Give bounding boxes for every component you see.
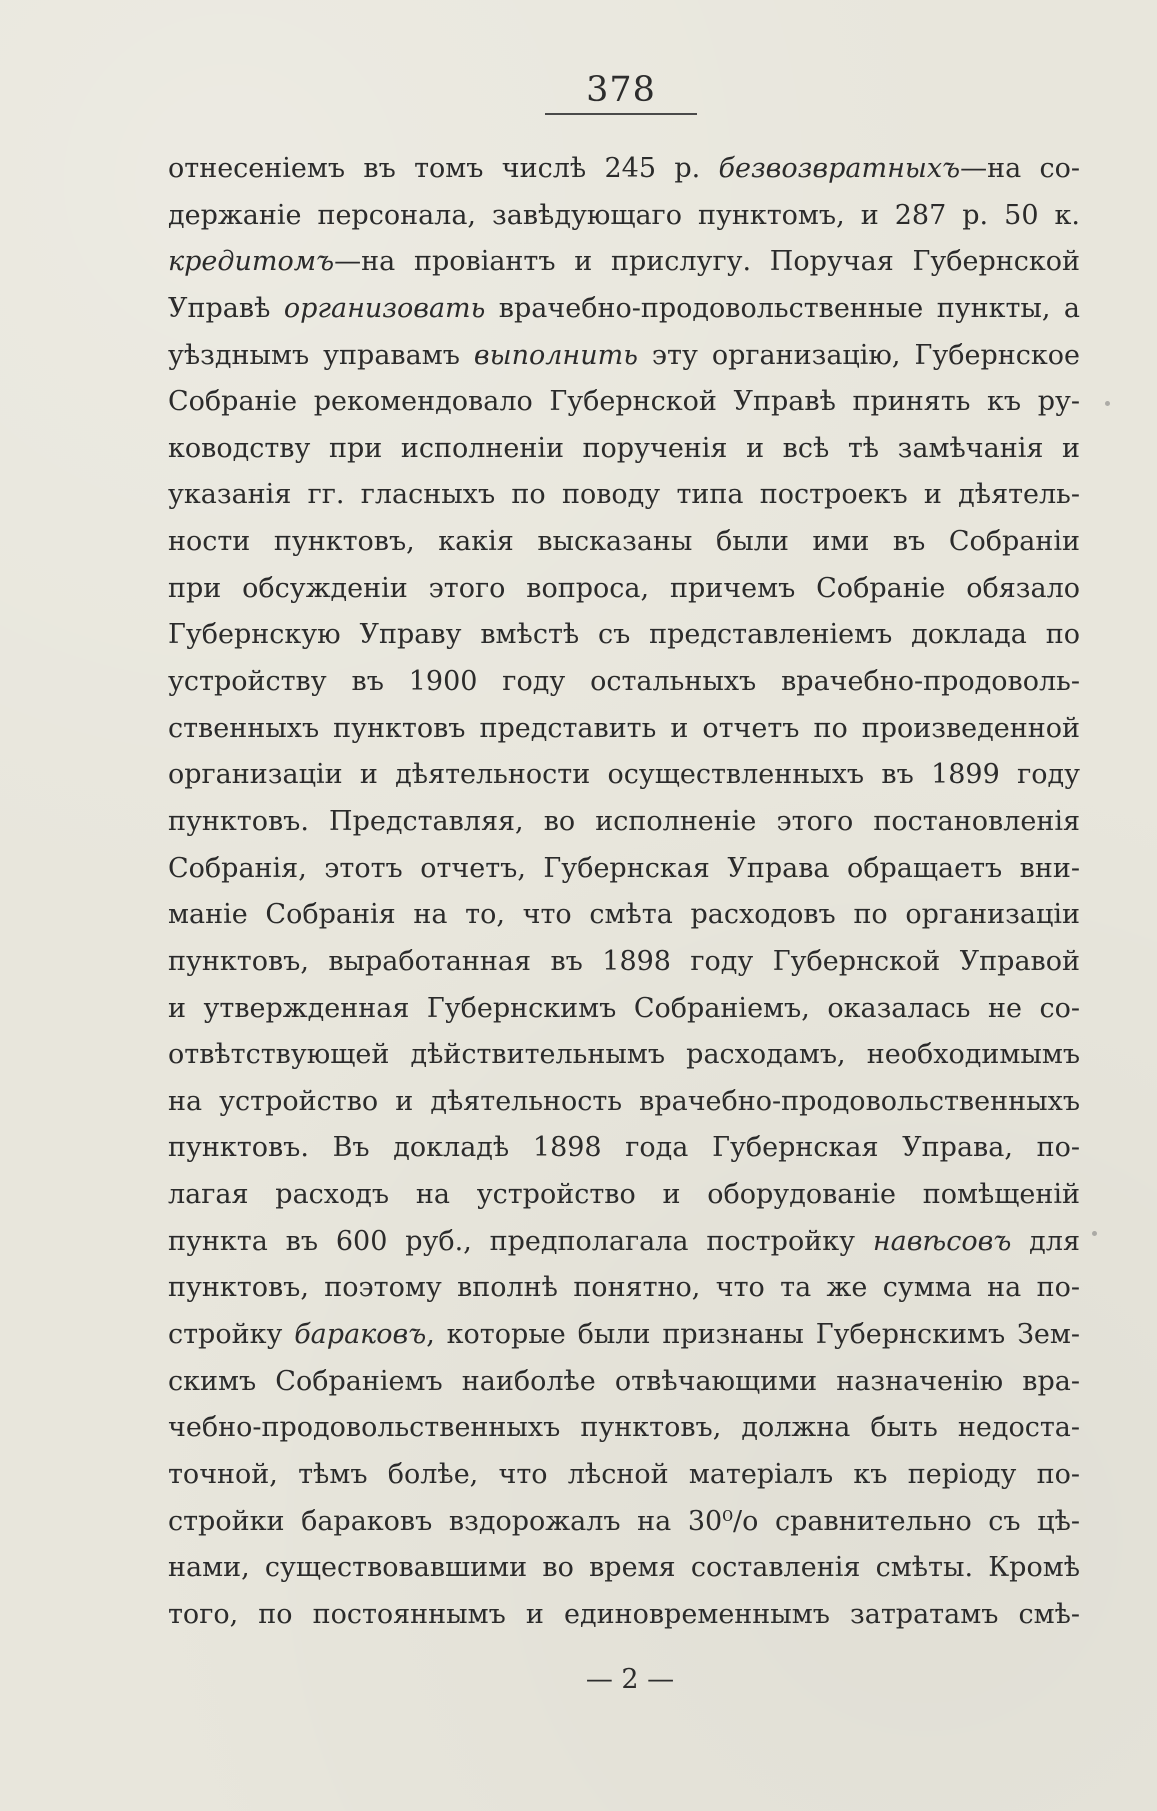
italic-text-segment: бараковъ xyxy=(294,1319,427,1351)
text-segment: пункта въ 600 руб., предполагала постройку xyxy=(168,1225,873,1257)
text-line xyxy=(168,939,1080,986)
text-segment: для xyxy=(1011,1225,1080,1257)
text-line xyxy=(168,379,1080,426)
main-text-block xyxy=(168,146,1080,1639)
text-line xyxy=(168,1172,1080,1219)
text-segment: ководству при исполненіи порученія и всѣ тѣ замѣчанія и xyxy=(168,432,1080,464)
text-line xyxy=(168,426,1080,473)
text-line xyxy=(168,146,1080,193)
text-segment: пунктовъ. Въ докладѣ 1898 года Губернская Управа, по- xyxy=(168,1132,1080,1164)
text-line xyxy=(168,566,1080,613)
text-segment: нами, существовавшими во время составленія смѣты. Кромѣ xyxy=(168,1552,1080,1584)
text-segment: держаніе персонала, завѣдующаго пунктомъ, и 287 р. 50 к. xyxy=(168,199,1080,231)
page-number: 378 xyxy=(586,70,656,110)
italic-text-segment: безвозвратныхъ xyxy=(718,153,961,184)
text-segment: пунктовъ. Представляя, во исполненіе этого постановленія xyxy=(168,805,1080,837)
text-segment: организаціи и дѣятельности осуществленныхъ въ 1899 году xyxy=(168,759,1080,791)
text-line xyxy=(168,1125,1080,1172)
text-segment: при обсужденіи этого вопроса, причемъ Собраніе обязало xyxy=(168,572,1080,604)
text-line xyxy=(168,472,1080,519)
text-segment: стройки бараковъ вздорожалъ на 30⁰/о сравнительно съ цѣ- xyxy=(168,1505,1080,1537)
text-line xyxy=(168,333,1080,380)
text-line xyxy=(168,1265,1080,1312)
text-segment: врачебно-продовольственные пункты, а xyxy=(485,292,1080,324)
text-segment: Собранія, этотъ отчетъ, Губернская Управа обращаетъ вни- xyxy=(168,852,1080,884)
text-segment: пунктовъ, поэтому вполнѣ понятно, что та же сумма на по- xyxy=(168,1272,1080,1304)
text-segment: пунктовъ, выработанная въ 1898 году Губернской Управой xyxy=(168,945,1080,977)
text-line xyxy=(168,706,1080,753)
text-line xyxy=(168,1499,1080,1546)
text-line xyxy=(168,892,1080,939)
text-line xyxy=(168,1079,1080,1126)
text-segment: , которые были признаны Губернскимъ Зем- xyxy=(426,1319,1080,1351)
text-segment: эту организацію, Губернское xyxy=(637,339,1080,371)
text-segment: маніе Собранія на то, что смѣта расходовъ по организаціи xyxy=(168,899,1080,931)
text-line xyxy=(168,1359,1080,1406)
text-line xyxy=(168,1405,1080,1452)
text-line xyxy=(168,286,1080,333)
text-segment: стройку xyxy=(168,1319,295,1351)
text-segment: лагая расходъ на устройство и оборудованіе помѣщеній xyxy=(168,1179,1080,1211)
text-line xyxy=(168,1545,1080,1592)
text-segment: —на со- xyxy=(960,153,1080,184)
print-speck xyxy=(1105,401,1110,406)
text-line xyxy=(168,612,1080,659)
text-segment: —на провіантъ и прислугу. Поручая Губернской xyxy=(334,246,1080,278)
text-segment: отнесеніемъ въ томъ числѣ 245 р. xyxy=(168,153,719,184)
text-line xyxy=(168,1312,1080,1359)
italic-text-segment: выполнить xyxy=(473,339,638,371)
text-line xyxy=(168,1032,1080,1079)
text-line xyxy=(168,519,1080,566)
text-segment: точной, тѣмъ болѣе, что лѣсной матеріалъ къ періоду по- xyxy=(168,1458,1080,1490)
text-line xyxy=(168,1592,1080,1639)
text-segment: скимъ Собраніемъ наиболѣе отвѣчающими назначенію вра- xyxy=(168,1365,1080,1397)
text-segment: уѣзднымъ управамъ xyxy=(168,339,474,371)
text-line xyxy=(168,239,1080,286)
text-segment: указанія гг. гласныхъ по поводу типа построекъ и дѣятель- xyxy=(168,479,1080,511)
text-line xyxy=(168,799,1080,846)
text-segment: отвѣтствующей дѣйствительнымъ расходамъ, необходимымъ xyxy=(168,1039,1080,1071)
italic-text-segment: кредитомъ xyxy=(168,246,335,278)
text-segment: ственныхъ пунктовъ представить и отчетъ по произведенной xyxy=(168,712,1080,744)
italic-text-segment: навѣсовъ xyxy=(872,1225,1012,1257)
text-line xyxy=(168,752,1080,799)
text-segment: чебно-продовольственныхъ пунктовъ, должна быть недоста- xyxy=(168,1412,1080,1444)
text-line xyxy=(168,986,1080,1033)
print-speck xyxy=(1092,1231,1097,1236)
text-line xyxy=(168,1452,1080,1499)
italic-text-segment: организовать xyxy=(283,292,486,324)
signature-mark: — 2 — xyxy=(585,1664,675,1695)
text-line xyxy=(168,846,1080,893)
text-segment: Управѣ xyxy=(168,292,284,324)
text-segment: и утвержденная Губернскимъ Собраніемъ, оказалась не со- xyxy=(168,992,1080,1024)
text-line xyxy=(168,193,1080,240)
page-number-rule xyxy=(545,113,697,115)
text-segment: ности пунктовъ, какія высказаны были ими въ Собраніи xyxy=(168,526,1080,558)
text-line xyxy=(168,659,1080,706)
text-segment: Губернскую Управу вмѣстѣ съ представленіемъ доклада по xyxy=(168,619,1080,651)
text-line xyxy=(168,1219,1080,1266)
text-segment: устройству въ 1900 году остальныхъ врачебно-продоволь- xyxy=(168,666,1080,698)
text-segment: на устройство и дѣятельность врачебно-продовольственныхъ xyxy=(168,1085,1080,1117)
text-segment: того, по постояннымъ и единовременнымъ затратамъ смѣ- xyxy=(168,1598,1080,1630)
text-segment: Собраніе рекомендовало Губернской Управѣ принять къ ру- xyxy=(168,386,1080,418)
